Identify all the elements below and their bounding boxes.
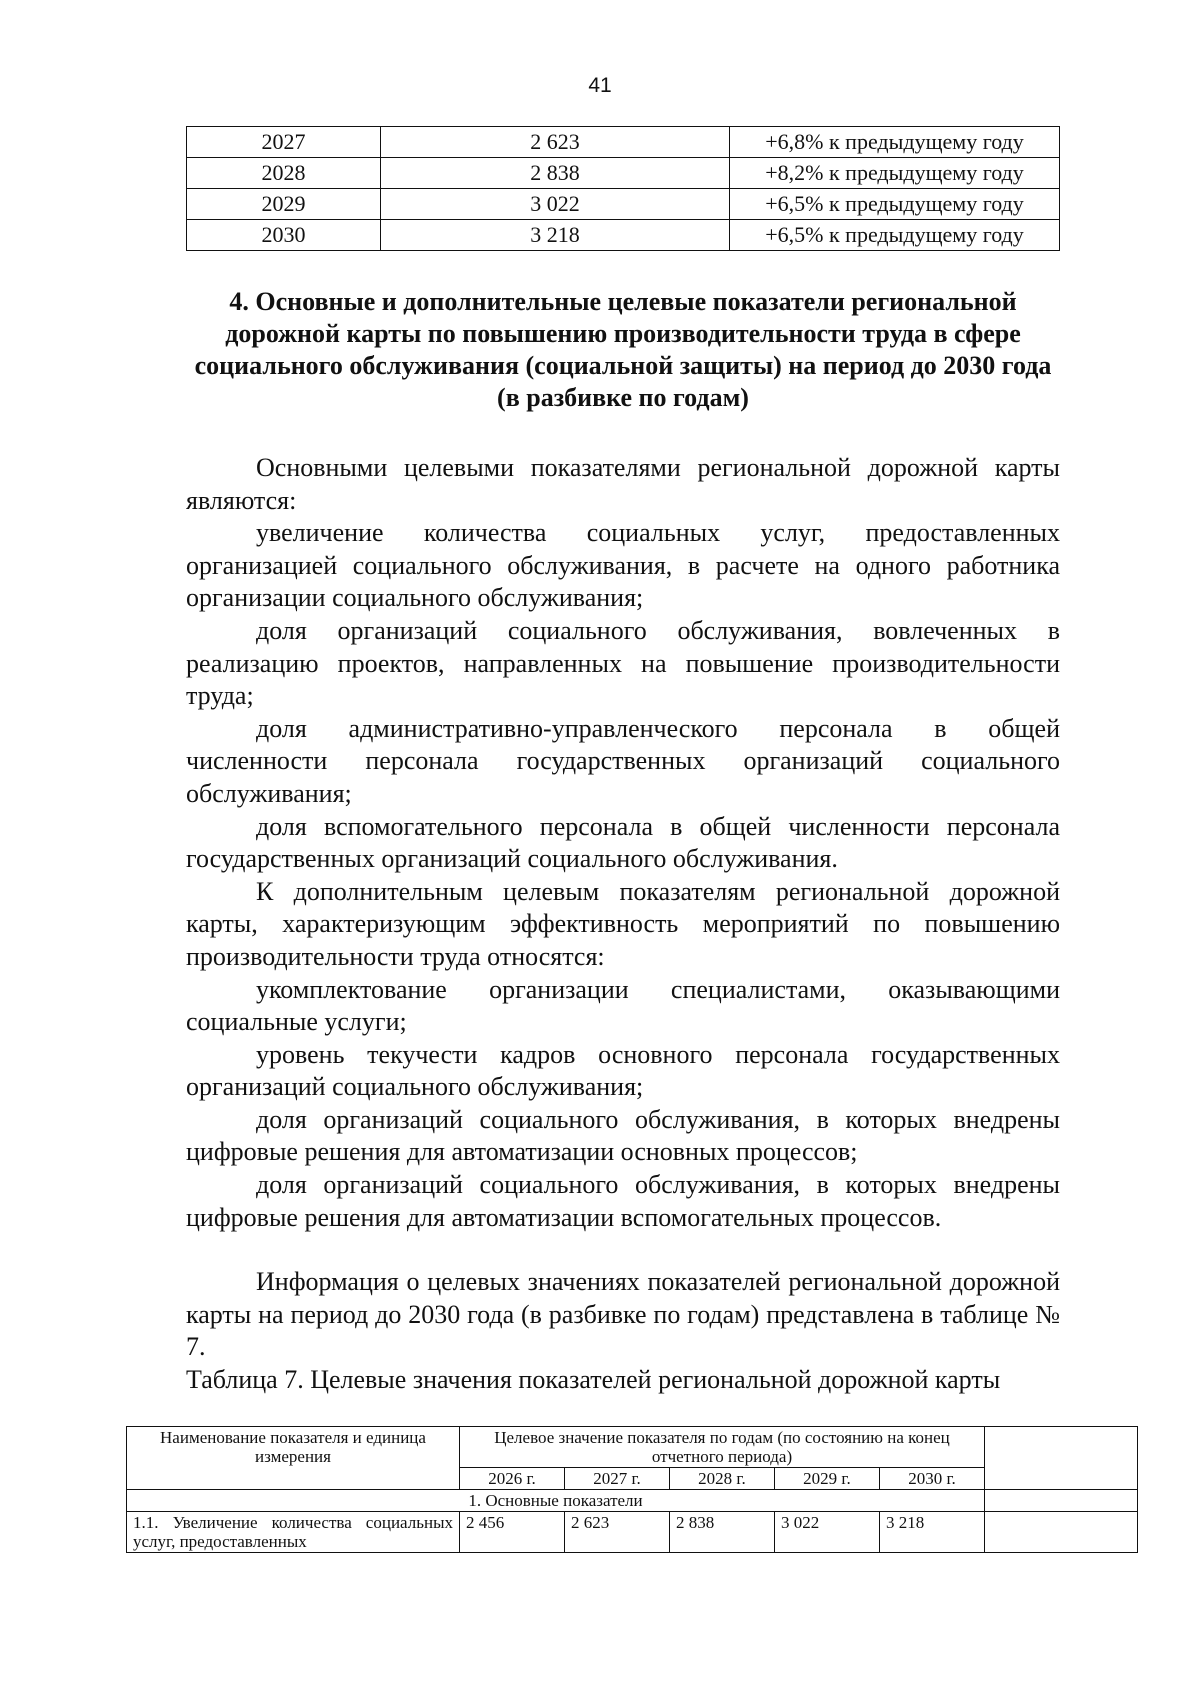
table-header-row (127, 1427, 1138, 1468)
header-empty-cell (985, 1427, 1138, 1490)
change-cell: +6,5% к предыдущему году (730, 189, 1060, 220)
change-cell: +6,8% к предыдущему году (730, 127, 1060, 158)
table-row (187, 158, 1060, 189)
year-header: 2029 г. (774, 1468, 879, 1490)
change-cell: +6,5% к предыдущему году (730, 220, 1060, 251)
paragraph: доля вспомогательного персонала в общей численности персонала государственных организаций социального обслуживания. (186, 811, 1060, 874)
body-text (186, 452, 1060, 1397)
paragraph: уровень текучести кадров основного персонала государственных организаций социального обслуживания; (186, 1039, 1060, 1102)
value-cell: 2 838 (381, 158, 730, 189)
year-cell: 2030 (187, 220, 381, 251)
value-cell: 2 623 (564, 1512, 669, 1553)
targets-table (126, 1426, 1138, 1553)
paragraph: Основными целевыми показателями региональной дорожной карты являются: (186, 453, 1060, 515)
table-row (127, 1512, 1138, 1553)
year-header: 2026 г. (460, 1468, 565, 1490)
value-cell: 3 022 (774, 1512, 879, 1553)
empty-cell (985, 1512, 1138, 1553)
paragraph: доля организаций социального обслуживания, вовлеченных в реализацию проектов, направленных на повышение производительности труда; (186, 615, 1060, 711)
paragraph: увеличение количества социальных услуг, предоставленных организацией социального обслуживания, в расчете на одного работника организации социального обслуживания; (186, 518, 1060, 613)
change-cell: +8,2% к предыдущему году (730, 158, 1060, 189)
section-label: 1. Основные показатели (127, 1490, 985, 1512)
year-cell: 2029 (187, 189, 381, 220)
value-cell: 3 022 (381, 189, 730, 220)
paragraph: укомплектование организации специалистами, оказывающими социальные услуги; (186, 974, 1060, 1037)
header-target-values: Целевое значение показателя по годам (по состоянию на конец отчетного периода) (460, 1427, 985, 1468)
top-table (186, 126, 1060, 251)
table-row (187, 189, 1060, 220)
value-cell: 2 456 (460, 1512, 565, 1553)
paragraph: доля административно-управленческого персонала в общей численности персонала государственных организаций социального обслуживания; (186, 713, 1060, 808)
year-cell: 2028 (187, 158, 381, 189)
value-cell: 2 623 (381, 127, 730, 158)
section-heading: 4. Основные и дополнительные целевые показатели региональной дорожной карты по повышению производительности труда в сфере социального обслуживания (социальной защиты) на период до 2030 года (в разбивке по годам) (194, 287, 1052, 412)
indicator-name-cell: 1.1. Увеличение количества социальных услуг, предоставленных (127, 1512, 460, 1553)
table-row (187, 220, 1060, 251)
table-caption: Таблица 7. Целевые значения показателей региональной дорожной карты (186, 1365, 1001, 1395)
year-header: 2030 г. (879, 1468, 984, 1490)
year-cell: 2027 (187, 127, 381, 158)
header-indicator-name: Наименование показателя и единица измерения (127, 1427, 460, 1490)
table-section-row (127, 1490, 1138, 1512)
page-number: 41 (588, 74, 612, 97)
year-header: 2028 г. (669, 1468, 774, 1490)
paragraph: доля организаций социального обслуживания, в которых внедрены цифровые решения для автоматизации основных процессов; (186, 1104, 1060, 1167)
empty-cell (985, 1490, 1138, 1512)
value-cell: 3 218 (381, 220, 730, 251)
table-row (187, 127, 1060, 158)
paragraph: К дополнительным целевым показателям региональной дорожной карты, характеризующим эффективность мероприятий по повышению производительности труда относятся: (186, 876, 1060, 971)
value-cell: 2 838 (669, 1512, 774, 1553)
value-cell: 3 218 (879, 1512, 984, 1553)
year-header: 2027 г. (564, 1468, 669, 1490)
paragraph: доля организаций социального обслуживания, в которых внедрены цифровые решения для автоматизации вспомогательных процессов. (186, 1170, 1060, 1232)
info-paragraph: Информация о целевых значениях показателей региональной дорожной карты на период до 2030 года (в разбивке по годам) представлена в таблице № 7. (186, 1267, 1060, 1362)
